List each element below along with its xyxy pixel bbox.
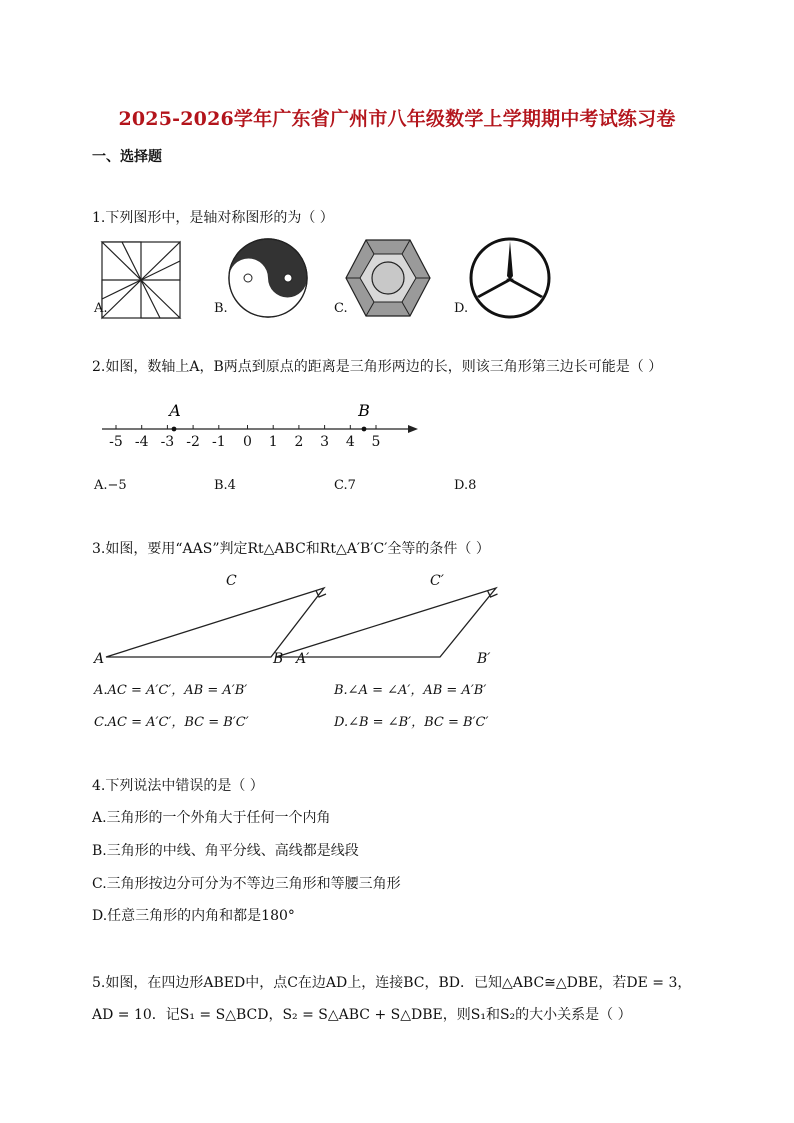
number-line-tick-label: 0 — [243, 434, 252, 450]
pinwheel-figure — [100, 240, 184, 322]
q4-option-a: A.三角形的一个外角大于任何一个内角 — [92, 810, 331, 826]
q3-option-a: A.AC = A′C′，AB = A′B′ — [94, 683, 248, 698]
number-line-tick-label: -1 — [211, 434, 226, 450]
point-b-label: B — [358, 401, 370, 420]
point-a-dot — [172, 427, 177, 432]
number-line-tick-label: -3 — [160, 434, 175, 450]
label-b-prime: B′ — [477, 651, 491, 667]
question-2: 2.如图，数轴上A，B两点到原点的距离是三角形两边的长，则该三角形第三边长可能是（ ） — [92, 359, 663, 375]
q2-option-d: D.8 — [454, 478, 477, 493]
number-line-tick-label: -2 — [186, 434, 200, 450]
q4-option-b: B.三角形的中线、角平分线、高线都是线段 — [92, 843, 359, 859]
question-1: 1.下列图形中，是轴对称图形的为（ ） — [92, 210, 334, 226]
number-line-tick-label: 5 — [371, 434, 381, 450]
q4-option-c: C.三角形按边分可分为不等边三角形和等腰三角形 — [92, 876, 401, 892]
yin-yang-figure — [226, 236, 310, 320]
triangle-abc — [106, 588, 324, 657]
page-title: 2025-2026学年广东省广州市八年级数学上学期期中考试练习卷 — [118, 108, 676, 130]
hexagon-figure — [344, 236, 432, 320]
question-4: 4.下列说法中错误的是（ ） — [92, 778, 264, 794]
three-pointed-star-figure — [468, 236, 552, 320]
number-line-tick-label: 3 — [320, 434, 330, 450]
label-a-prime: A′ — [296, 651, 310, 667]
q3-option-d: D.∠B = ∠B′，BC = B′C′ — [334, 715, 489, 730]
right-triangles-figure — [90, 568, 510, 672]
question-3: 3.如图，要用“AAS”判定Rt△ABC和Rt△A′B′C′全等的条件（ ） — [92, 541, 490, 557]
label-b: B — [273, 651, 284, 667]
number-line-tick-label: -5 — [109, 434, 123, 450]
label-a: A — [94, 651, 105, 667]
number-line-tick-label: 4 — [345, 434, 355, 450]
number-line-tick-label: 1 — [268, 434, 278, 450]
q2-option-a: A.−5 — [94, 478, 127, 493]
q4-option-d: D.任意三角形的内角和都是180° — [92, 908, 295, 924]
label-c-prime: C′ — [430, 573, 444, 589]
number-line-tick-label: -4 — [134, 434, 149, 450]
question-5-line-1: 5.如图，在四边形ABED中，点C在边AD上，连接BC，BD．已知△ABC≅△DBE，若DE = 3， — [92, 975, 692, 991]
triangle-a2b2c2 — [276, 588, 496, 657]
q3-option-b: B.∠A = ∠A′，AB = A′B′ — [334, 683, 487, 698]
point-a-label: A — [169, 401, 181, 420]
section-heading: 一、选择题 — [92, 149, 162, 165]
q2-option-b: B.4 — [214, 478, 236, 493]
number-line — [96, 398, 426, 456]
point-b-dot — [362, 427, 367, 432]
label-c: C — [226, 573, 237, 589]
q3-option-c: C.AC = A′C′，BC = B′C′ — [94, 715, 249, 730]
number-line-tick-label: 2 — [294, 434, 304, 450]
q1-option-b: B. — [214, 301, 228, 316]
q1-option-a: A. — [94, 301, 108, 316]
q2-option-c: C.7 — [334, 478, 356, 493]
question-5-line-2: AD = 10．记S₁ = S△BCD，S₂ = S△ABC + S△DBE，则S₁和S₂的大小关系是（ ） — [92, 1007, 632, 1023]
q1-option-d: D. — [454, 301, 469, 316]
q1-option-c: C. — [334, 301, 348, 316]
